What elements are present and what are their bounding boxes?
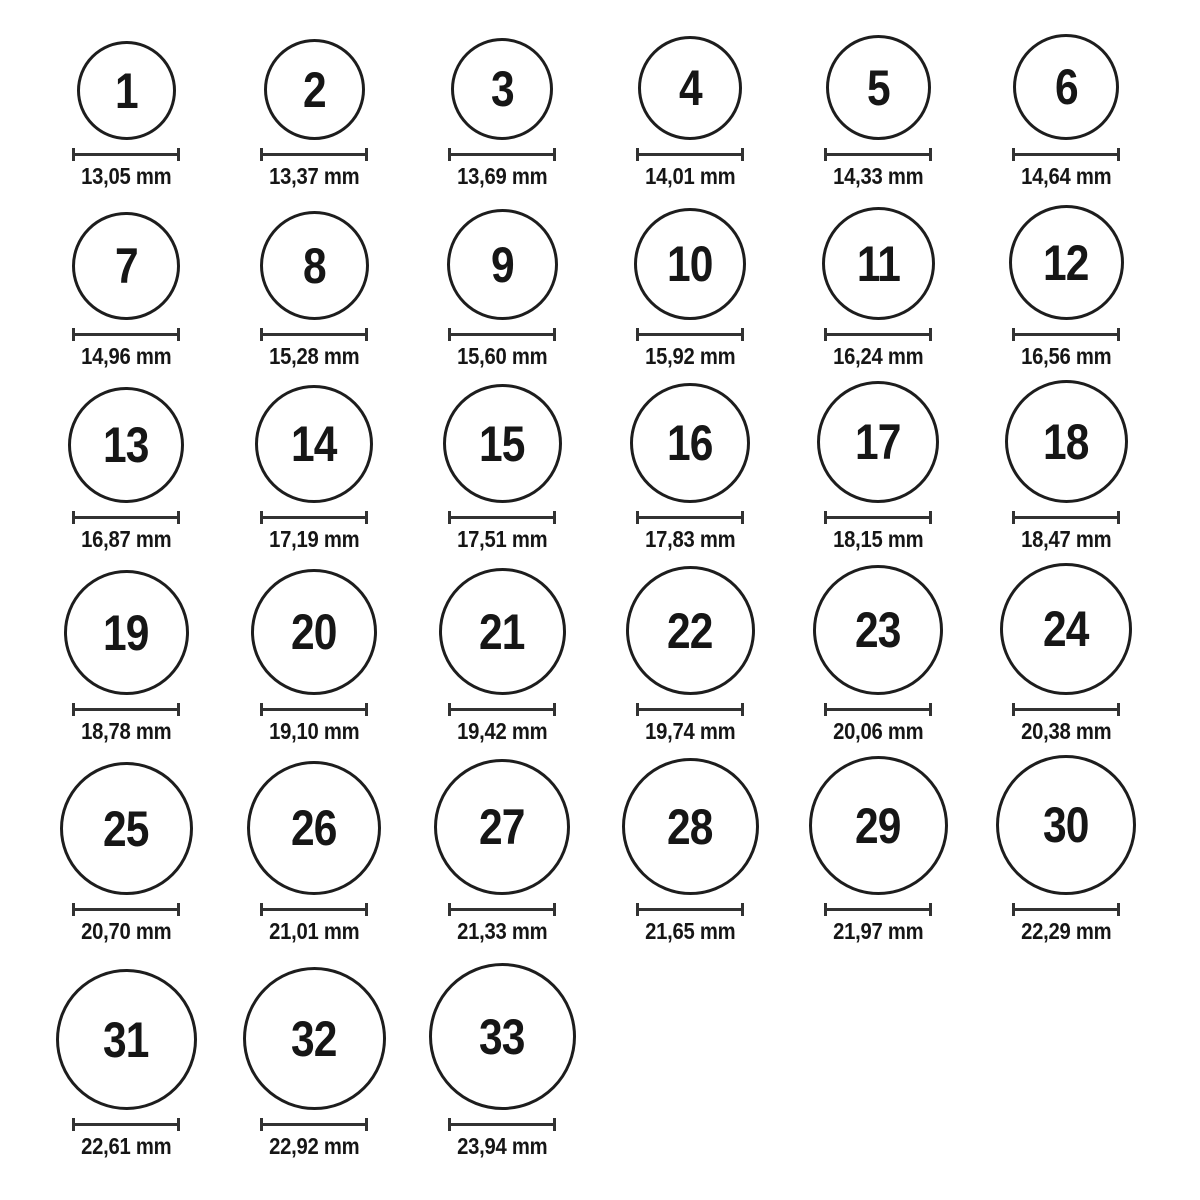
ring-circle bbox=[1000, 563, 1132, 695]
diameter-measure-line bbox=[260, 328, 368, 341]
measure-bar bbox=[827, 516, 929, 519]
ring-circle bbox=[260, 211, 369, 320]
ring-size-cell bbox=[32, 762, 220, 942]
ring-size-number: 21 bbox=[479, 603, 525, 660]
diameter-measure-line bbox=[448, 1118, 556, 1131]
ring-circle bbox=[68, 387, 184, 503]
diameter-label: 14,33 mm bbox=[832, 163, 924, 189]
ring-size-number: 11 bbox=[856, 235, 900, 292]
measure-bar bbox=[827, 153, 929, 156]
ring-size-number: 25 bbox=[103, 800, 149, 857]
ring-size-number: 1 bbox=[114, 62, 138, 119]
diameter-measure-line bbox=[72, 148, 180, 161]
measure-bar bbox=[263, 908, 365, 911]
ring-size-row bbox=[0, 187, 1200, 367]
measure-bar bbox=[639, 153, 741, 156]
diameter-measure-line bbox=[72, 903, 180, 916]
measure-bar bbox=[263, 333, 365, 336]
ring-size-cell bbox=[784, 565, 972, 742]
ring-circle bbox=[817, 381, 939, 503]
ring-size-cell bbox=[596, 566, 784, 742]
measure-bar bbox=[75, 153, 177, 156]
ring-size-cell bbox=[972, 563, 1160, 742]
diameter-measure-line bbox=[448, 511, 556, 524]
measure-bar bbox=[75, 333, 177, 336]
diameter-measure-line bbox=[260, 148, 368, 161]
ring-size-cell bbox=[220, 39, 408, 187]
ring-circle bbox=[1005, 380, 1128, 503]
ring-circle bbox=[447, 209, 558, 320]
ring-circle bbox=[251, 569, 377, 695]
measure-bar bbox=[263, 1123, 365, 1126]
ring-size-cell bbox=[972, 205, 1160, 367]
ring-size-cell bbox=[596, 36, 784, 187]
ring-circle bbox=[247, 761, 381, 895]
diameter-label: 13,37 mm bbox=[268, 163, 360, 189]
diameter-label: 20,38 mm bbox=[1020, 718, 1112, 744]
diameter-measure-line bbox=[1012, 328, 1120, 341]
diameter-measure-line bbox=[636, 903, 744, 916]
diameter-measure-line bbox=[1012, 903, 1120, 916]
ring-size-cell bbox=[220, 569, 408, 742]
ring-size-number: 31 bbox=[103, 1011, 149, 1068]
ring-size-cell bbox=[220, 385, 408, 550]
diameter-label: 22,92 mm bbox=[268, 1133, 360, 1159]
diameter-label: 17,19 mm bbox=[268, 526, 360, 552]
ring-size-number: 6 bbox=[1054, 59, 1078, 115]
ring-size-number: 10 bbox=[667, 236, 713, 292]
ring-size-number: 14 bbox=[291, 416, 337, 472]
measure-bar bbox=[75, 1123, 177, 1126]
ring-circle bbox=[826, 35, 931, 140]
diameter-measure-line bbox=[260, 703, 368, 716]
diameter-measure-line bbox=[72, 1118, 180, 1131]
ring-size-number: 4 bbox=[678, 60, 702, 116]
diameter-measure-line bbox=[72, 703, 180, 716]
measure-bar bbox=[827, 333, 929, 336]
ring-circle bbox=[451, 38, 553, 140]
ring-size-number: 12 bbox=[1043, 234, 1089, 291]
diameter-label: 20,70 mm bbox=[80, 918, 172, 944]
ring-circle bbox=[243, 967, 386, 1110]
diameter-measure-line bbox=[448, 703, 556, 716]
ring-size-number: 20 bbox=[291, 604, 337, 660]
diameter-label: 23,94 mm bbox=[456, 1133, 548, 1159]
ring-size-number: 15 bbox=[479, 415, 525, 472]
diameter-label: 15,28 mm bbox=[268, 343, 360, 369]
measure-bar bbox=[263, 516, 365, 519]
ring-circle bbox=[813, 565, 943, 695]
diameter-label: 18,15 mm bbox=[832, 526, 924, 552]
ring-size-cell bbox=[408, 384, 596, 550]
diameter-measure-line bbox=[824, 148, 932, 161]
ring-circle bbox=[996, 755, 1136, 895]
ring-size-cell bbox=[408, 38, 596, 187]
diameter-label: 22,61 mm bbox=[80, 1133, 172, 1159]
ring-size-cell bbox=[32, 41, 220, 187]
ring-circle bbox=[56, 969, 197, 1110]
ring-size-cell bbox=[220, 967, 408, 1157]
diameter-label: 14,96 mm bbox=[80, 343, 172, 369]
measure-bar bbox=[639, 516, 741, 519]
ring-size-cell bbox=[408, 963, 596, 1157]
measure-bar bbox=[263, 153, 365, 156]
ring-circle bbox=[630, 383, 750, 503]
ring-circle bbox=[255, 385, 373, 503]
diameter-measure-line bbox=[448, 148, 556, 161]
diameter-measure-line bbox=[260, 511, 368, 524]
ring-size-cell bbox=[784, 35, 972, 187]
diameter-measure-line bbox=[448, 328, 556, 341]
ring-size-number: 13 bbox=[103, 417, 149, 473]
ring-size-cell bbox=[972, 755, 1160, 942]
ring-size-number: 17 bbox=[855, 414, 901, 470]
ring-circle bbox=[434, 759, 570, 895]
ring-size-cell bbox=[408, 209, 596, 367]
ring-size-number: 5 bbox=[866, 59, 890, 116]
ring-size-number: 28 bbox=[667, 798, 713, 855]
ring-circle bbox=[60, 762, 193, 895]
diameter-label: 19,74 mm bbox=[644, 718, 736, 744]
diameter-measure-line bbox=[824, 703, 932, 716]
diameter-label: 16,87 mm bbox=[80, 526, 172, 552]
diameter-measure-line bbox=[448, 903, 556, 916]
diameter-label: 21,01 mm bbox=[268, 918, 360, 944]
ring-size-number: 27 bbox=[479, 799, 525, 855]
diameter-measure-line bbox=[636, 511, 744, 524]
ring-size-cell bbox=[220, 761, 408, 942]
ring-circle bbox=[822, 207, 935, 320]
diameter-label: 19,42 mm bbox=[456, 718, 548, 744]
diameter-measure-line bbox=[636, 328, 744, 341]
ring-size-cell bbox=[32, 969, 220, 1157]
ring-size-cell bbox=[220, 211, 408, 367]
measure-bar bbox=[1015, 708, 1117, 711]
ring-size-number: 29 bbox=[855, 797, 901, 854]
ring-size-cell bbox=[32, 387, 220, 550]
diameter-label: 16,56 mm bbox=[1020, 343, 1112, 369]
ring-size-cell bbox=[32, 570, 220, 742]
measure-bar bbox=[827, 908, 929, 911]
diameter-measure-line bbox=[72, 511, 180, 524]
measure-bar bbox=[263, 708, 365, 711]
measure-bar bbox=[1015, 516, 1117, 519]
diameter-measure-line bbox=[636, 148, 744, 161]
diameter-label: 16,24 mm bbox=[832, 343, 924, 369]
ring-size-cell bbox=[32, 212, 220, 367]
ring-size-row bbox=[0, 942, 1200, 1157]
measure-bar bbox=[451, 908, 553, 911]
measure-bar bbox=[75, 708, 177, 711]
ring-size-number: 32 bbox=[291, 1010, 337, 1067]
ring-size-number: 8 bbox=[302, 237, 326, 294]
ring-circle bbox=[64, 570, 189, 695]
ring-size-cell bbox=[408, 759, 596, 942]
measure-bar bbox=[639, 908, 741, 911]
diameter-label: 18,78 mm bbox=[80, 718, 172, 744]
measure-bar bbox=[827, 708, 929, 711]
diameter-label: 13,69 mm bbox=[456, 163, 548, 189]
measure-bar bbox=[451, 153, 553, 156]
ring-size-cell bbox=[408, 568, 596, 742]
diameter-measure-line bbox=[1012, 703, 1120, 716]
ring-size-cell bbox=[784, 756, 972, 942]
measure-bar bbox=[75, 516, 177, 519]
diameter-label: 22,29 mm bbox=[1020, 918, 1112, 944]
diameter-label: 13,05 mm bbox=[80, 163, 172, 189]
diameter-measure-line bbox=[824, 328, 932, 341]
ring-circle bbox=[72, 212, 180, 320]
ring-size-number: 33 bbox=[479, 1008, 525, 1065]
ring-size-number: 2 bbox=[302, 61, 326, 118]
ring-size-cell bbox=[972, 380, 1160, 550]
ring-size-number: 18 bbox=[1043, 413, 1089, 470]
ring-size-number: 3 bbox=[490, 61, 514, 117]
ring-circle bbox=[622, 758, 759, 895]
diameter-label: 15,92 mm bbox=[644, 343, 736, 369]
diameter-measure-line bbox=[260, 903, 368, 916]
diameter-measure-line bbox=[824, 903, 932, 916]
measure-bar bbox=[639, 333, 741, 336]
diameter-label: 19,10 mm bbox=[268, 718, 360, 744]
diameter-label: 21,65 mm bbox=[644, 918, 736, 944]
diameter-label: 14,01 mm bbox=[644, 163, 736, 189]
measure-bar bbox=[451, 333, 553, 336]
diameter-label: 21,33 mm bbox=[456, 918, 548, 944]
measure-bar bbox=[1015, 908, 1117, 911]
measure-bar bbox=[639, 708, 741, 711]
diameter-measure-line bbox=[260, 1118, 368, 1131]
ring-circle bbox=[77, 41, 176, 140]
diameter-label: 20,06 mm bbox=[832, 718, 924, 744]
ring-circle bbox=[634, 208, 746, 320]
ring-circle bbox=[626, 566, 755, 695]
diameter-label: 21,97 mm bbox=[832, 918, 924, 944]
ring-size-number: 23 bbox=[855, 602, 901, 658]
diameter-label: 15,60 mm bbox=[456, 343, 548, 369]
measure-bar bbox=[451, 1123, 553, 1126]
ring-circle bbox=[443, 384, 562, 503]
ring-size-cell bbox=[972, 34, 1160, 187]
ring-size-cell bbox=[596, 758, 784, 942]
ring-circle bbox=[809, 756, 948, 895]
ring-size-number: 16 bbox=[667, 415, 713, 471]
ring-size-number: 9 bbox=[490, 236, 514, 293]
diameter-label: 17,83 mm bbox=[644, 526, 736, 552]
ring-size-number: 22 bbox=[667, 602, 713, 659]
ring-circle bbox=[1009, 205, 1124, 320]
ring-size-cell bbox=[784, 207, 972, 367]
ring-size-cell bbox=[596, 208, 784, 367]
diameter-label: 14,64 mm bbox=[1020, 163, 1112, 189]
diameter-measure-line bbox=[1012, 511, 1120, 524]
diameter-measure-line bbox=[824, 511, 932, 524]
ring-size-cell bbox=[784, 381, 972, 550]
measure-bar bbox=[451, 516, 553, 519]
ring-size-row bbox=[0, 367, 1200, 550]
diameter-measure-line bbox=[72, 328, 180, 341]
ring-size-number: 24 bbox=[1043, 601, 1089, 657]
ring-circle bbox=[1013, 34, 1119, 140]
diameter-label: 18,47 mm bbox=[1020, 526, 1112, 552]
diameter-measure-line bbox=[1012, 148, 1120, 161]
ring-size-row bbox=[0, 0, 1200, 187]
ring-size-row bbox=[0, 550, 1200, 742]
measure-bar bbox=[1015, 333, 1117, 336]
measure-bar bbox=[75, 908, 177, 911]
ring-size-number: 19 bbox=[103, 604, 149, 661]
ring-circle bbox=[429, 963, 576, 1110]
measure-bar bbox=[451, 708, 553, 711]
ring-size-number: 26 bbox=[291, 800, 337, 856]
diameter-measure-line bbox=[636, 703, 744, 716]
diameter-label: 17,51 mm bbox=[456, 526, 548, 552]
ring-circle bbox=[638, 36, 742, 140]
ring-size-number: 7 bbox=[114, 238, 138, 294]
ring-size-cell bbox=[596, 383, 784, 550]
ring-size-number: 30 bbox=[1043, 797, 1089, 853]
measure-bar bbox=[1015, 153, 1117, 156]
ring-size-row bbox=[0, 742, 1200, 942]
ring-circle bbox=[439, 568, 566, 695]
ring-circle bbox=[264, 39, 365, 140]
